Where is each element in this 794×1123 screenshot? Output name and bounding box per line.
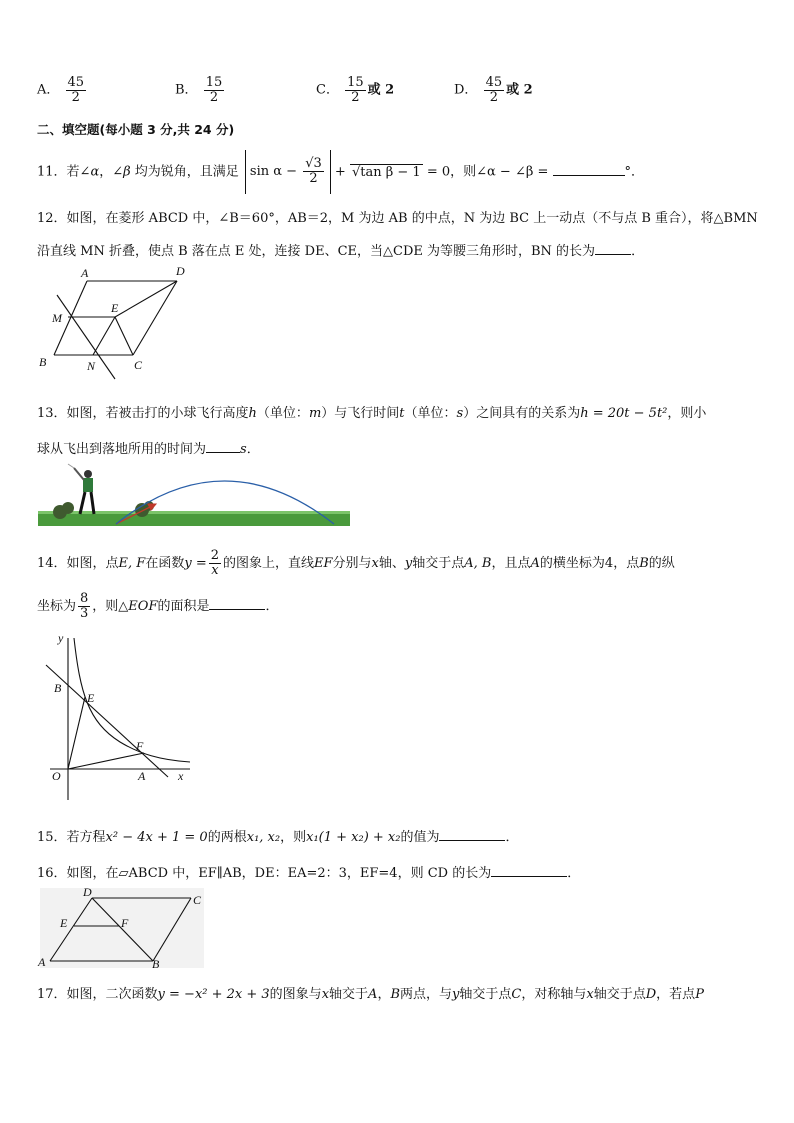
abs-bracket: sin α − $\frac{√3}{2}$ xyxy=(245,150,331,194)
label-e: E xyxy=(60,916,68,930)
question-14-line1: 14．如图，点E, F在函数y = $\frac{2}{x}$ 的图象上，直线EF分别与x轴、y轴交于点A, B，且点A的横坐标为4，点B的纵 xyxy=(37,548,675,578)
label-d: D xyxy=(176,264,185,278)
fraction: $\frac{2}{x}$ xyxy=(210,548,219,578)
fold-line-mn xyxy=(57,295,115,379)
sqrt-expr: √tan β − 1 xyxy=(351,164,421,180)
label-e: E xyxy=(87,691,95,705)
choice-b xyxy=(175,76,226,104)
label-c: C xyxy=(193,893,202,907)
choice-letter: D． xyxy=(454,82,478,98)
question-17: 17．如图，二次函数y = −x² + 2x + 3的图象与x轴交于A，B两点，与y轴交于点C，对称轴与x轴交于点D，若点P xyxy=(37,987,704,1002)
choice-letter: B． xyxy=(175,82,198,98)
answer-blank[interactable] xyxy=(595,254,631,255)
seg-ed xyxy=(115,281,177,317)
question-16: 16．如图，在▱ABCD 中，EF∥AB，DE：EA=2：3，EF=4，则 CD 的长为 ． xyxy=(37,866,581,881)
label-b: B xyxy=(152,957,160,971)
grass-strip xyxy=(38,512,350,526)
choice-suffix: 或 2 xyxy=(506,82,533,98)
choice-letter: A． xyxy=(37,82,60,98)
question-15: 15．若方程x² − 4x + 1 = 0的两根x₁, x₂，则x₁(1 + x₂) + x₂的值为 ． xyxy=(37,830,519,845)
question-11: 11．若∠α，∠β 均为锐角，且满足 sin α − $\frac{√3}{2}$ + √tan β − 1 = 0，则∠α − ∠β = °． xyxy=(37,150,644,194)
label-x: x xyxy=(178,769,184,783)
question-12-line1: 12．如图，在菱形 ABCD 中，∠B＝60°，AB＝2，M 为边 AB 的中点，N 为边 BC 上一动点（不与点 B 重合），将△BMN xyxy=(37,211,758,226)
question-13-line1: 13．如图，若被击打的小球飞行高度h（单位：m）与飞行时间t（单位：s）之间具有的关系为h = 20t − 5t²，则小 xyxy=(37,406,707,421)
label-o: O xyxy=(52,769,61,783)
label-b: B xyxy=(39,355,47,369)
golf-figure xyxy=(38,462,350,528)
choice-suffix: 或 2 xyxy=(367,82,395,98)
hyperbola-figure xyxy=(40,632,200,802)
label-d: D xyxy=(83,885,92,899)
label-n: N xyxy=(87,359,96,373)
fraction: $\frac{√3}{2}$ xyxy=(305,156,322,186)
question-14-line2: 坐标为 $\frac{8}{3}$ ，则△EOF的面积是 ． xyxy=(37,591,279,621)
fraction: $\frac{45}{2}$ xyxy=(67,75,85,105)
fraction: $\frac{15}{2}$ xyxy=(205,75,223,105)
choice-letter: C． xyxy=(316,82,339,98)
label-f: F xyxy=(121,916,129,930)
seg-oe xyxy=(68,697,85,769)
parallelogram-figure xyxy=(36,885,206,971)
seg-ec xyxy=(115,317,133,355)
question-12-line2: 沿直线 MN 折叠，使点 B 落在点 E 处，连接 DE、CE，当△CDE 为等腰三角形时，BN 的长为 ． xyxy=(37,244,645,259)
answer-blank[interactable] xyxy=(491,876,567,877)
choice-c xyxy=(316,76,394,104)
side-dc xyxy=(133,281,177,355)
label-b: B xyxy=(54,681,62,695)
rhombus-figure xyxy=(35,262,205,382)
label-a: A xyxy=(38,955,46,969)
answer-blank[interactable] xyxy=(209,609,265,610)
answer-blank[interactable] xyxy=(553,175,625,176)
label-c: C xyxy=(134,358,143,372)
question-13-line2: 球从飞出到落地所用的时间为 s． xyxy=(37,442,260,457)
answer-blank[interactable] xyxy=(439,840,505,841)
label-a: A xyxy=(81,266,89,280)
label-y: y xyxy=(58,631,64,645)
seg-en xyxy=(93,317,115,355)
section-title: 二、填空题(每小题 3 分,共 24 分) xyxy=(37,122,235,137)
line-ef xyxy=(46,665,168,777)
fraction: $\frac{8}{3}$ xyxy=(80,591,89,621)
label-f: F xyxy=(136,739,144,753)
label-m: M xyxy=(52,311,62,325)
fraction: $\frac{15}{2}$ xyxy=(347,75,364,105)
seg-of xyxy=(68,753,144,769)
choice-a xyxy=(37,76,88,104)
choice-d xyxy=(454,76,533,104)
answer-blank[interactable] xyxy=(206,452,240,453)
fraction: $\frac{45}{2}$ xyxy=(485,75,503,105)
label-e: E xyxy=(111,301,119,315)
label-a: A xyxy=(138,769,146,783)
